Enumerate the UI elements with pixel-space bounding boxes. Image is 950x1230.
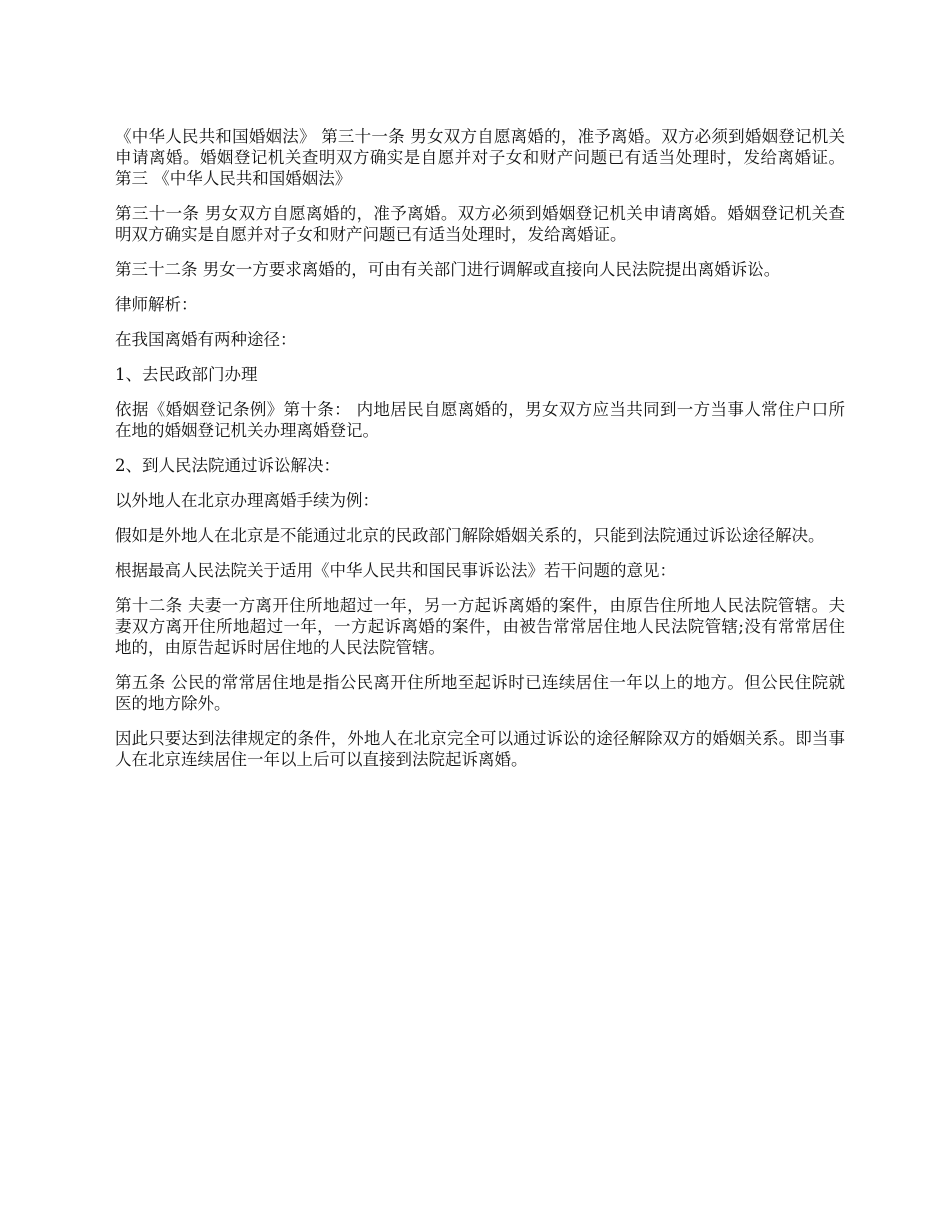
paragraph-conclusion: 因此只要达到法律规定的条件，外地人在北京完全可以通过诉讼的途径解除双方的婚姻关系。即当事人在北京连续居住一年以上后可以直接到法院起诉离婚。 <box>115 729 845 769</box>
paragraph-regulation-article-10: 依据《婚姻登记条例》第十条： 内地居民自愿离婚的，男女双方应当共同到一方当事人常住户口所在地的婚姻登记机关办理离婚登记。 <box>115 400 845 440</box>
paragraph-example-intro: 以外地人在北京办理离婚手续为例： <box>115 491 379 510</box>
paragraph-article-5: 第五条 公民的常常居住地是指公民离开住所地至起诉时已连续居住一年以上的地方。但公民住院就医的地方除外。 <box>115 673 845 713</box>
paragraph-article-32: 第三十二条 男女一方要求离婚的，可由有关部门进行调解或直接向人民法院提出离婚诉讼。 <box>115 260 781 279</box>
paragraph-lawyer-analysis-heading: 律师解析： <box>115 295 198 314</box>
paragraph-law-intro: 《中华人民共和国婚姻法》 第三十一条 男女双方自愿离婚的，准予离婚。双方必须到婚姻登记机关申请离婚。婚姻登记机关查明双方确实是自愿并对子女和财产问题已有适当处理时，发给离婚证。 第三 《中华人民共和国婚姻法》 <box>115 127 845 188</box>
paragraph-way-1: 1、去民政部门办理 <box>115 365 258 384</box>
paragraph-supreme-court-opinion: 根据最高人民法院关于适用《中华人民共和国民事诉讼法》若干问题的意见： <box>115 561 676 580</box>
paragraph-article-31: 第三十一条 男女双方自愿离婚的，准予离婚。双方必须到婚姻登记机关申请离婚。婚姻登记机关查明双方确实是自愿并对子女和财产问题已有适当处理时，发给离婚证。 <box>115 204 845 244</box>
paragraph-way-2: 2、到人民法院通过诉讼解决： <box>115 456 340 475</box>
paragraph-example-detail: 假如是外地人在北京是不能通过北京的民政部门解除婚姻关系的，只能到法院通过诉讼途径解决。 <box>115 526 825 545</box>
document-body <box>115 126 845 784</box>
paragraph-two-ways: 在我国离婚有两种途径： <box>115 330 297 349</box>
paragraph-article-12: 第十二条 夫妻一方离开住所地超过一年，另一方起诉离婚的案件，由原告住所地人民法院管辖。夫妻双方离开住所地超过一年，一方起诉离婚的案件，由被告常常居住地人民法院管辖;没有常常居住地的，由原告起诉时居住地的人民法院管辖。 <box>115 596 845 657</box>
